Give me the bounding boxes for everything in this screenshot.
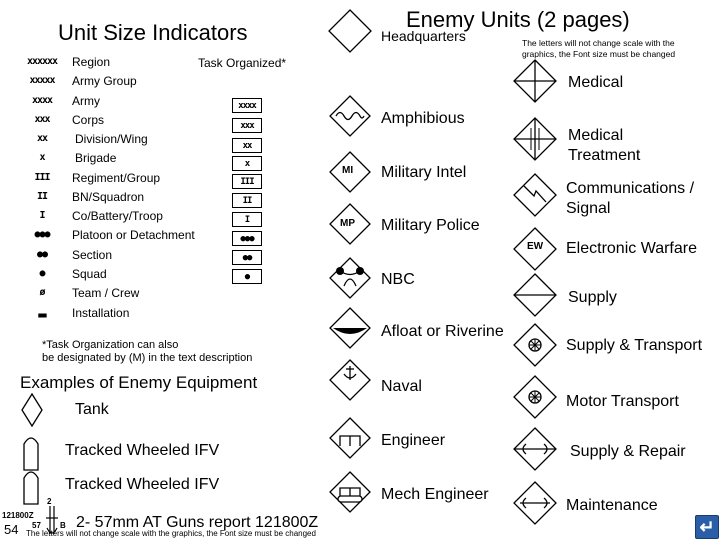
mech-engineer-icon bbox=[328, 470, 378, 520]
mp-text: MP bbox=[340, 218, 355, 229]
return-arrow-icon[interactable]: ↵ bbox=[695, 515, 719, 539]
mi-text: MI bbox=[342, 165, 354, 176]
size-symbol-12: ● bbox=[39, 268, 45, 279]
amphibious-icon bbox=[328, 94, 378, 144]
gun-side: B bbox=[60, 521, 66, 530]
maintenance-label: Maintenance bbox=[566, 497, 658, 514]
gun-qty: 57 bbox=[32, 521, 41, 530]
size-symbol-6: x bbox=[39, 152, 45, 163]
task-organized-example-2: xxx bbox=[232, 118, 262, 133]
medical-label: Medical bbox=[568, 74, 624, 91]
size-symbol-9: I bbox=[39, 210, 45, 221]
size-label-5: Division/Wing bbox=[75, 132, 148, 146]
size-label-4: Corps bbox=[72, 113, 105, 127]
ew-text: EW bbox=[527, 241, 544, 252]
bottom-note: The letters will not change scale with the graphics, the Font size must be changed bbox=[26, 529, 316, 538]
task-organized-example-6: II bbox=[232, 193, 262, 208]
size-label-8: BN/Squadron bbox=[72, 190, 145, 204]
amphibious-label: Amphibious bbox=[381, 110, 465, 127]
size-label-6: Brigade bbox=[75, 151, 117, 165]
size-symbol-1: xxxxxx bbox=[26, 56, 58, 67]
size-symbol-14: ▬ bbox=[38, 307, 46, 323]
footnote-line2: be designated by (M) in the text description bbox=[42, 352, 253, 364]
size-label-12: Squad bbox=[72, 267, 107, 281]
task-organized-example-3: xx bbox=[232, 138, 262, 153]
supply-icon bbox=[512, 272, 562, 322]
afloat-label: Afloat or Riverine bbox=[381, 323, 504, 340]
size-symbol-2: xxxxx bbox=[29, 75, 55, 86]
size-label-11: Section bbox=[72, 248, 113, 262]
size-symbol-10: ●●● bbox=[34, 229, 50, 240]
equipment-ifv2-label: Tracked Wheeled IFV bbox=[65, 476, 220, 493]
size-symbol-7: III bbox=[34, 172, 50, 183]
tank-icon bbox=[16, 390, 46, 430]
motor-transport-label: Motor Transport bbox=[566, 393, 679, 410]
naval-label: Naval bbox=[381, 378, 422, 395]
size-label-9: Co/Battery/Troop bbox=[72, 209, 163, 223]
medical-icon bbox=[512, 58, 562, 108]
size-symbol-3: xxxx bbox=[31, 95, 53, 106]
supply-repair-icon bbox=[512, 426, 562, 476]
task-organized-example-10: ● bbox=[232, 269, 262, 284]
signal-label: Communications / Signal bbox=[566, 180, 695, 217]
task-organized-example-5: III bbox=[232, 174, 262, 189]
size-symbol-11: ●● bbox=[36, 249, 48, 260]
mech-engineer-label: Mech Engineer bbox=[381, 486, 489, 503]
footnote-line1: *Task Organization can also bbox=[42, 339, 179, 351]
size-label-1: Region bbox=[72, 55, 111, 69]
medical-treatment-icon bbox=[512, 116, 562, 166]
task-organized-example-1: xxxx bbox=[232, 98, 262, 113]
task-organized-example-9: ●● bbox=[232, 250, 262, 265]
enemy-frame-icon bbox=[327, 6, 377, 62]
engineer-label: Engineer bbox=[381, 432, 446, 449]
motor-transport-icon bbox=[512, 374, 562, 424]
size-label-13: Team / Crew bbox=[72, 286, 140, 300]
task-organized-example-7: I bbox=[232, 212, 262, 227]
size-symbol-4: xxx bbox=[34, 114, 50, 125]
size-label-7: Regiment/Group bbox=[72, 171, 161, 185]
top-note: The letters will not change scale with the graphics, the Font size must be changed bbox=[522, 38, 676, 59]
equipment-title: Examples of Enemy Equipment bbox=[20, 373, 258, 392]
gun-top-label: 2 bbox=[47, 497, 52, 506]
unit-size-title: Unit Size Indicators bbox=[58, 20, 248, 45]
size-label-2: Army Group bbox=[72, 74, 137, 88]
task-organized-label: Task Organized* bbox=[198, 56, 287, 70]
size-symbol-5: xx bbox=[36, 133, 48, 144]
size-symbol-8: II bbox=[36, 191, 48, 202]
wheeled-ifv-icon bbox=[16, 464, 46, 508]
signal-icon bbox=[512, 172, 562, 222]
gun-dtg: 121800Z bbox=[2, 511, 34, 520]
size-label-3: Army bbox=[72, 94, 100, 108]
ew-label: Electronic Warfare bbox=[566, 240, 697, 257]
gun-caption: 2- 57mm AT Guns report 121800Z bbox=[76, 514, 319, 531]
supply-label: Supply bbox=[568, 289, 617, 306]
size-label-14: Installation bbox=[72, 306, 130, 320]
supply-repair-label: Supply & Repair bbox=[570, 443, 686, 460]
engineer-icon bbox=[328, 416, 378, 466]
size-label-10: Platoon or Detachment bbox=[72, 228, 195, 242]
naval-icon bbox=[328, 358, 378, 408]
nbc-label: NBC bbox=[381, 271, 415, 288]
page-number: 54 bbox=[4, 522, 19, 537]
supply-transport-icon bbox=[512, 322, 562, 372]
medical-treatment-label: Medical Treatment bbox=[568, 127, 641, 164]
afloat-icon bbox=[328, 306, 378, 356]
task-organized-example-4: x bbox=[232, 156, 262, 171]
headquarters-label: Headquarters bbox=[381, 28, 466, 44]
nbc-icon bbox=[328, 256, 378, 306]
equipment-ifv-label: Tracked Wheeled IFV bbox=[65, 442, 220, 459]
maintenance-icon bbox=[512, 480, 562, 530]
military-intel-label: Military Intel bbox=[381, 164, 467, 181]
equipment-tank-label: Tank bbox=[75, 401, 109, 418]
task-organized-example-8: ●●● bbox=[232, 231, 262, 246]
military-police-label: Military Police bbox=[381, 217, 480, 234]
size-symbol-13: ø bbox=[39, 287, 45, 298]
supply-transport-label: Supply & Transport bbox=[566, 337, 703, 354]
enemy-units-title: Enemy Units (2 pages) bbox=[406, 7, 630, 32]
